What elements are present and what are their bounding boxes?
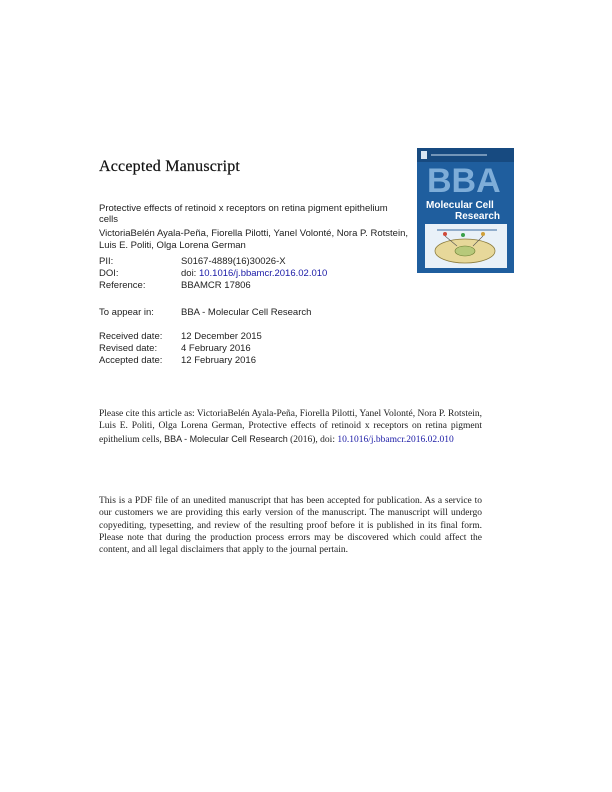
journal-cover-graphic [417,148,514,273]
doi-prefix: doi: [181,268,197,279]
molecule-icon [461,233,465,237]
journal-block [99,307,311,319]
revised-label: Revised date: [99,343,158,354]
doi-row [99,268,327,280]
pii-row [99,256,327,268]
revised-value: 4 February 2016 [181,343,251,354]
identifier-block [99,256,327,292]
pii-label: PII: [99,256,114,267]
appear-label: To appear in: [99,307,154,318]
reference-label: Reference: [99,280,146,291]
publisher-logo-icon [421,151,427,159]
citation-doi-link[interactable]: 10.1016/j.bbamcr.2016.02.010 [337,434,454,445]
nucleus-icon [455,246,475,256]
reference-value: BBAMCR 17806 [181,280,251,291]
received-label: Received date: [99,331,163,342]
reference-row [99,280,327,292]
cover-title-line1: Molecular Cell [426,200,494,211]
accepted-label: Accepted date: [99,355,163,366]
accepted-value: 12 February 2016 [181,355,256,366]
accepted-row [99,355,262,367]
author-list: VictoriaBelén Ayala-Peña, Fiorella Pilotti, Yanel Volonté, Nora P. Rotstein, Luis E. Politi, Olga Lorena German [99,228,408,251]
pii-value: S0167-4889(16)30026-X [181,256,286,267]
citation-journal: BBA - Molecular Cell Research [164,433,288,444]
appear-value: BBA - Molecular Cell Research [181,307,312,318]
received-value: 12 December 2015 [181,331,262,342]
citation-paragraph [99,408,482,446]
disclaimer-paragraph: This is a PDF file of an unedited manuscript that has been accepted for publication. As a service to our customers we are providing this early version of the manuscript. The manuscript will undergo copyediting, typesetting, and review of the resulting proof before it is published in its final form. Please note that during the production process errors may be discovered which could affect the content, and all legal disclaimers that apply to the journal pertain. [99,496,482,556]
molecule-icon [481,232,485,236]
doi-link[interactable]: 10.1016/j.bbamcr.2016.02.010 [198,268,328,279]
appear-row [99,307,311,319]
dates-block [99,331,262,367]
citation-tail: (2016), doi: [290,434,335,445]
page-heading: Accepted Manuscript [99,158,241,175]
doi-label: DOI: [99,268,119,279]
cover-logo: BBA [427,162,501,200]
article-title: Protective effects of retinoid x receptors on retina pigment epithelium cells [99,203,388,225]
molecule-icon [443,232,447,236]
citation-lead: Please cite this article as: VictoriaBelén Ayala-Peña, Fiorella Pilotti, Yanel Volonté, Nora P. Rotstein, Luis E. Politi, Olga Lorena German, Protective effects of retinoid x receptors on retina pigment epithelium cells, [99,409,482,445]
journal-cover-image [417,148,514,273]
revised-row [99,343,262,355]
cover-title-line2: Research [455,211,501,222]
received-row [99,331,262,343]
